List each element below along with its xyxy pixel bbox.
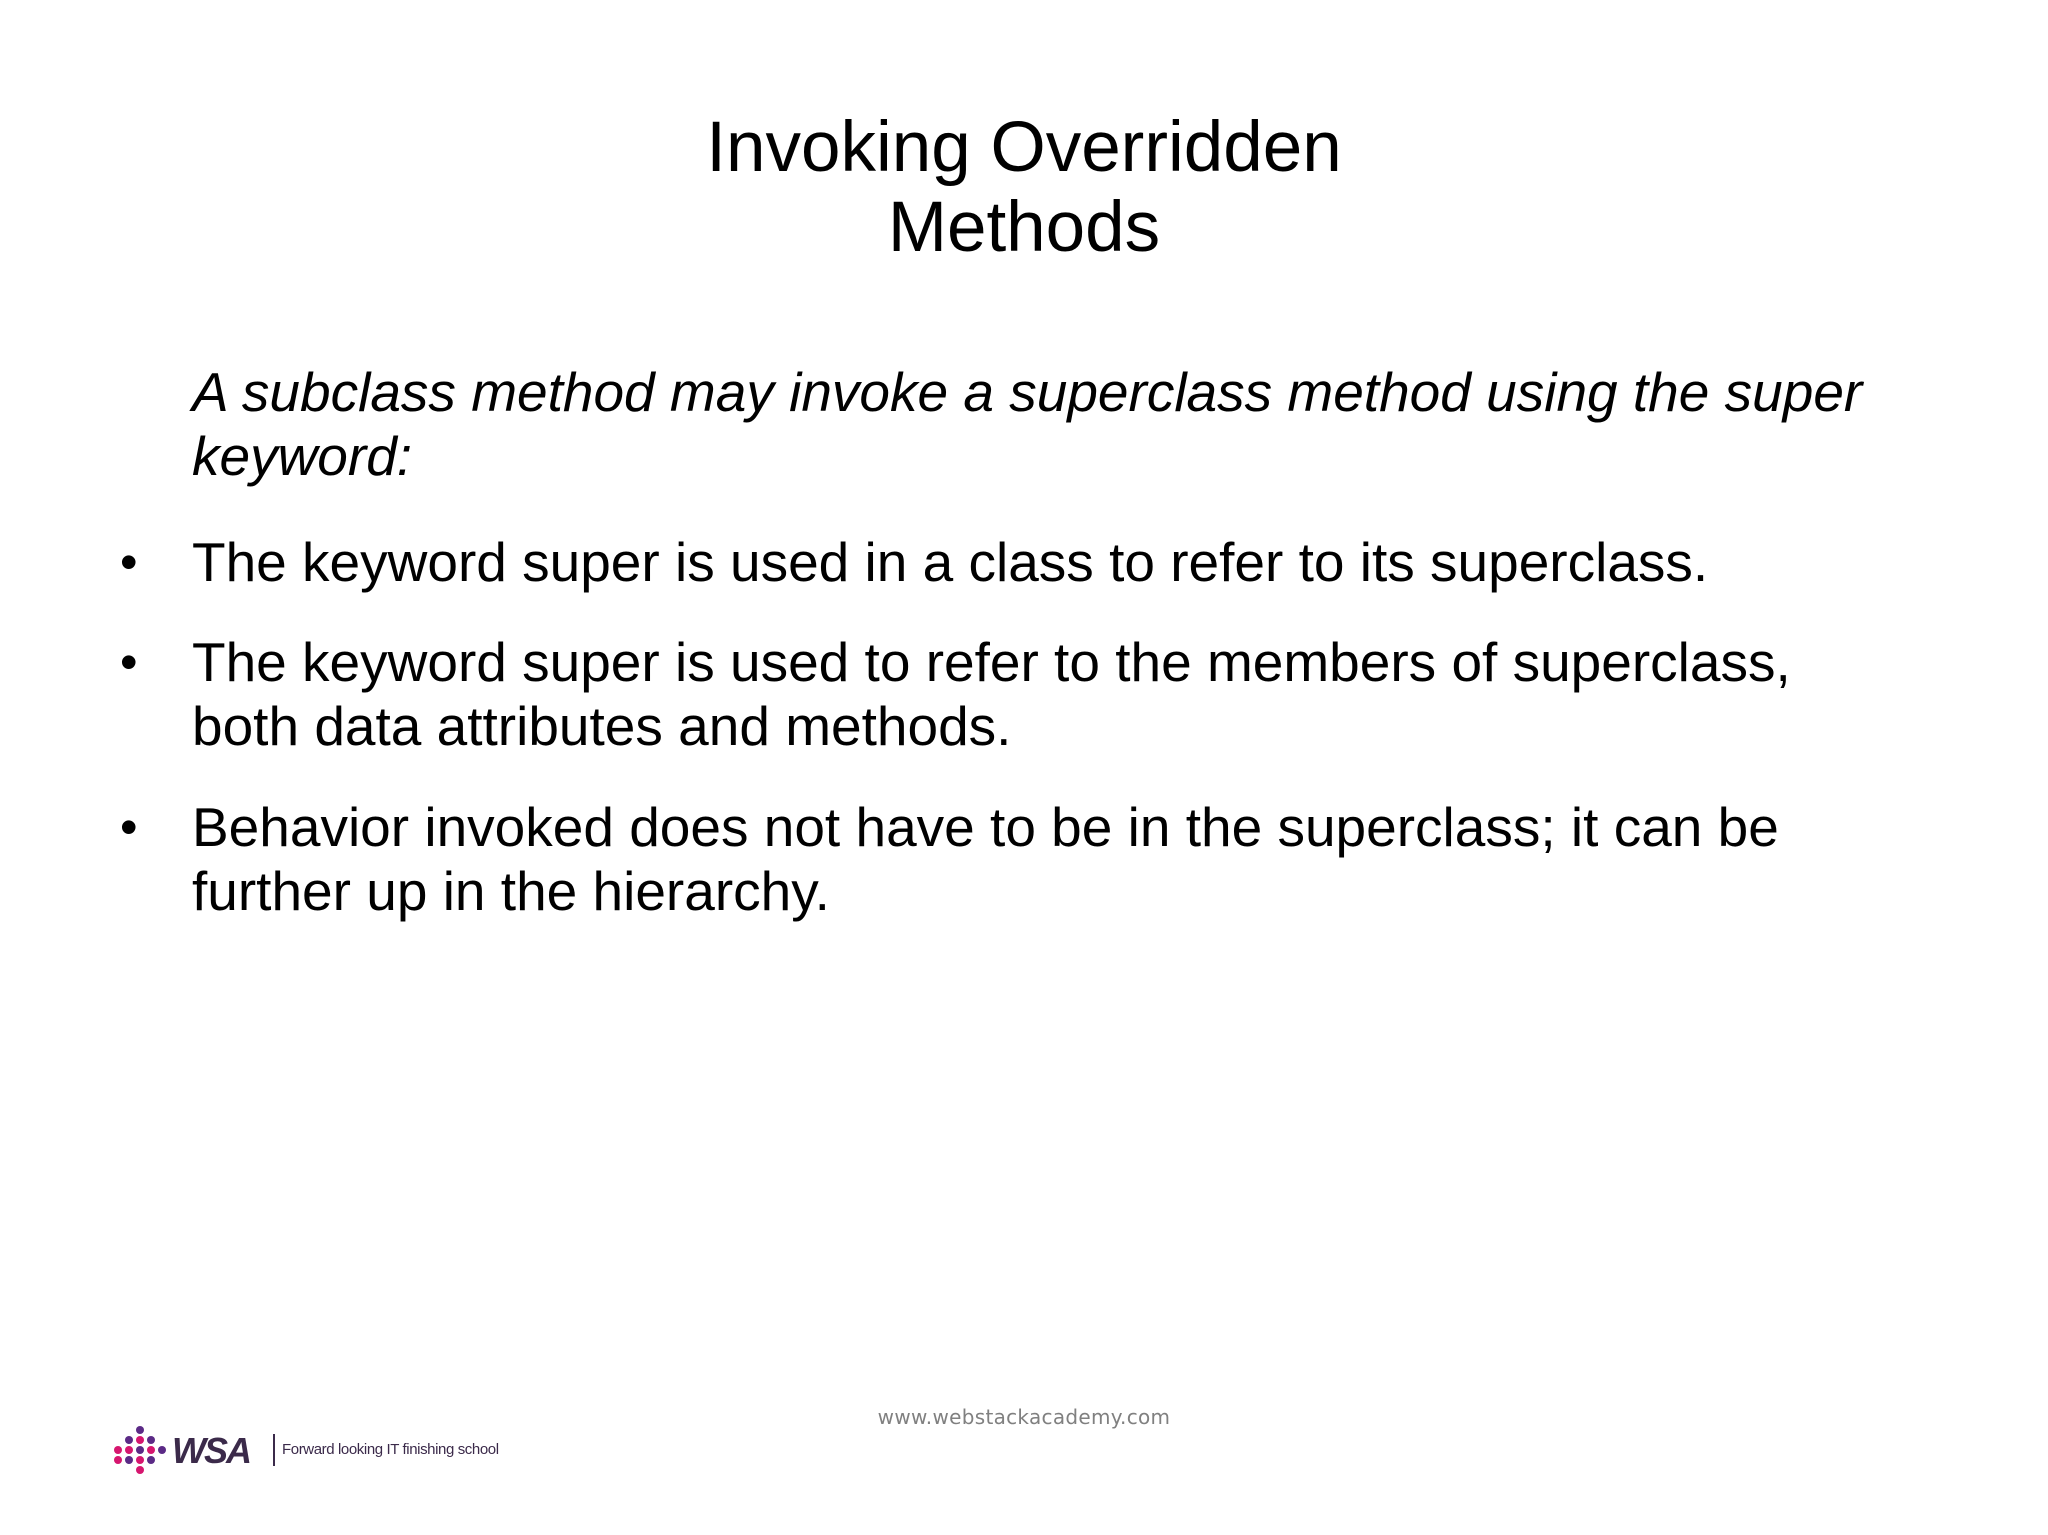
slide-title-line-2: Methods (887, 188, 1161, 267)
bullet-item (120, 530, 1912, 594)
bullet-dot: • (120, 799, 138, 855)
logo-wordmark: WSA (172, 1430, 250, 1471)
bullet-dot: • (120, 534, 138, 590)
bullet-text: The keyword super is used to refer to the members of superclass, both data attributes and methods. (192, 631, 1791, 757)
bullet-item (120, 795, 1912, 923)
bullet-text: The keyword super is used in a class to refer to its superclass. (192, 531, 1709, 593)
logo-tagline: Forward looking IT finishing school (282, 1441, 499, 1458)
bullet-text: Behavior invoked does not have to be in the superclass; it can be further up in the hierarchy. (192, 796, 1779, 922)
bullet-dot: • (120, 634, 138, 690)
intro-text: A subclass method may invoke a superclass method using the super keyword: (192, 361, 1863, 487)
logo-dot-grid-icon (114, 1426, 166, 1474)
slide-title (0, 108, 2048, 268)
bullet-item (120, 630, 1912, 758)
slide-title-line-1: Invoking Overridden (706, 108, 1342, 187)
footer-url: www.webstackacademy.com (877, 1405, 1171, 1429)
